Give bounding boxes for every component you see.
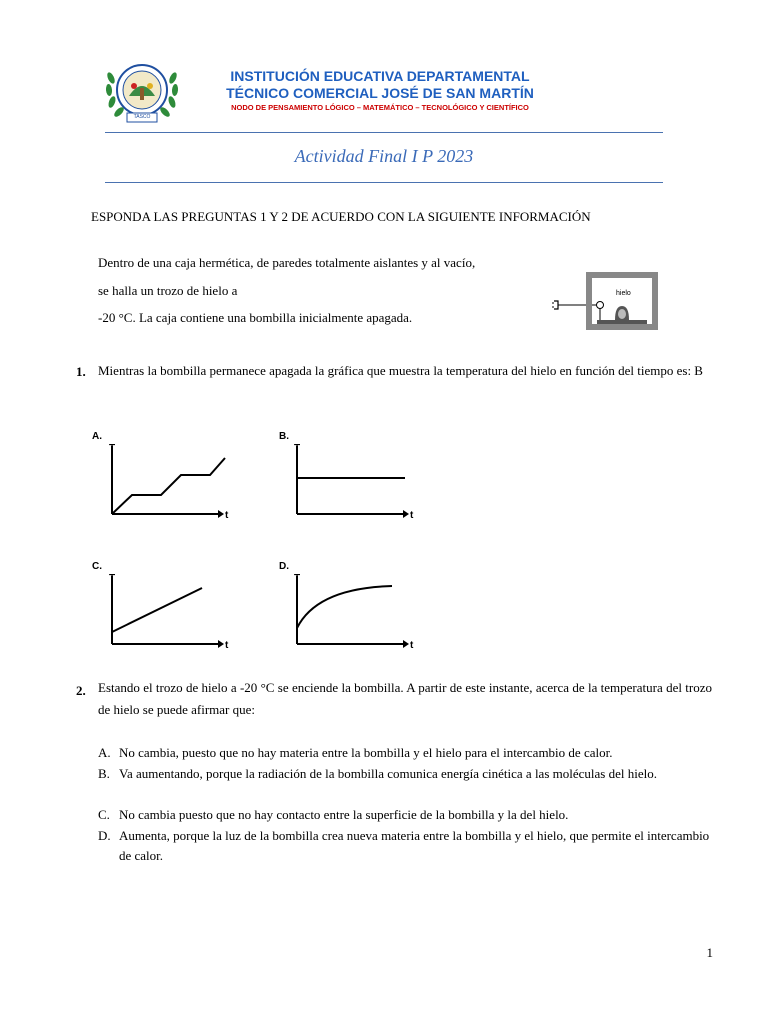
ice-label: hielo: [616, 290, 631, 297]
context-line-1: Dentro de una caja hermética, de paredes totalmente aislantes y al vacío,: [98, 255, 476, 270]
context-line-3: -20 °C. La caja contiene una bombilla inicialmente apagada.: [98, 310, 413, 325]
option-a-letter: A.: [98, 745, 111, 760]
graph-b-x-axis: t: [410, 510, 414, 521]
school-logo: [103, 58, 181, 126]
question-2-number: 2.: [76, 683, 86, 698]
graph-c-label: C.: [92, 561, 102, 572]
graph-a-y-axis: T: [109, 443, 116, 454]
context-line-2: se halla un trozo de hielo a: [98, 283, 238, 298]
option-d-letter: D.: [98, 828, 111, 843]
option-b-letter: B.: [98, 766, 110, 781]
graph-a-x-axis: t: [225, 510, 229, 521]
logo-banner-text: TASCO: [133, 114, 151, 120]
graph-d-y-axis: T: [294, 573, 301, 584]
graph-d: [277, 558, 427, 658]
option-d-text: Aumenta, porque la luz de la bombilla crea nueva materia entre la bombilla y el hielo, que permite el intercambio de calor.: [119, 828, 710, 863]
graph-b-y-axis: T: [294, 443, 301, 454]
graph-d-label: D.: [279, 561, 289, 572]
header-divider-bottom: [105, 182, 663, 183]
option-c-letter: C.: [98, 807, 110, 822]
question-2-text: Estando el trozo de hielo a -20 °C se enciende la bombilla. A partir de este instante, acerca de la temperatura del trozo de hielo se puede afirmar que:: [98, 680, 712, 717]
institution-name: INSTITUCIÓN EDUCATIVA DEPARTAMENTAL: [230, 68, 530, 84]
graph-c-y-axis: T: [109, 573, 116, 584]
question-1-number: 1.: [76, 364, 86, 379]
option-a-text: No cambia, puesto que no hay materia entre la bombilla y el hielo para el intercambio de calor.: [119, 745, 613, 760]
graph-a: [90, 428, 240, 528]
option-b[interactable]: [98, 764, 712, 784]
graph-c-x-axis: t: [225, 640, 229, 651]
graph-b-label: B.: [279, 431, 289, 442]
instructions: ESPONDA LAS PREGUNTAS 1 Y 2 DE ACUERDO CON LA SIGUIENTE INFORMACIÓN: [91, 209, 591, 224]
graph-b: [277, 428, 427, 528]
page-title: Actividad Final I P 2023: [294, 146, 474, 166]
graph-d-x-axis: t: [410, 640, 414, 651]
header-divider-top: [105, 132, 663, 133]
option-c-text: No cambia puesto que no hay contacto entre la superficie de la bombilla y la del hielo.: [119, 807, 569, 822]
sealed-box-figure: [552, 270, 662, 334]
page-number: 1: [706, 945, 713, 960]
option-d[interactable]: [98, 826, 712, 866]
option-b-text: Va aumentando, porque la radiación de la bombilla comunica energía cinética a las moléculas del hielo.: [119, 766, 657, 781]
option-c[interactable]: [98, 805, 712, 825]
graph-a-label: A.: [92, 431, 102, 442]
school-name: TÉCNICO COMERCIAL JOSÉ DE SAN MARTÍN: [226, 85, 534, 101]
graph-c: [90, 558, 240, 658]
department-node: NODO DE PENSAMIENTO LÓGICO – MATEMÁTICO – TECNOLÓGICO Y CIENTÍFICO: [231, 103, 529, 112]
question-1-text: Mientras la bombilla permanece apagada la gráfica que muestra la temperatura del hielo en función del tiempo es: B: [98, 363, 703, 378]
option-a[interactable]: [98, 743, 712, 763]
